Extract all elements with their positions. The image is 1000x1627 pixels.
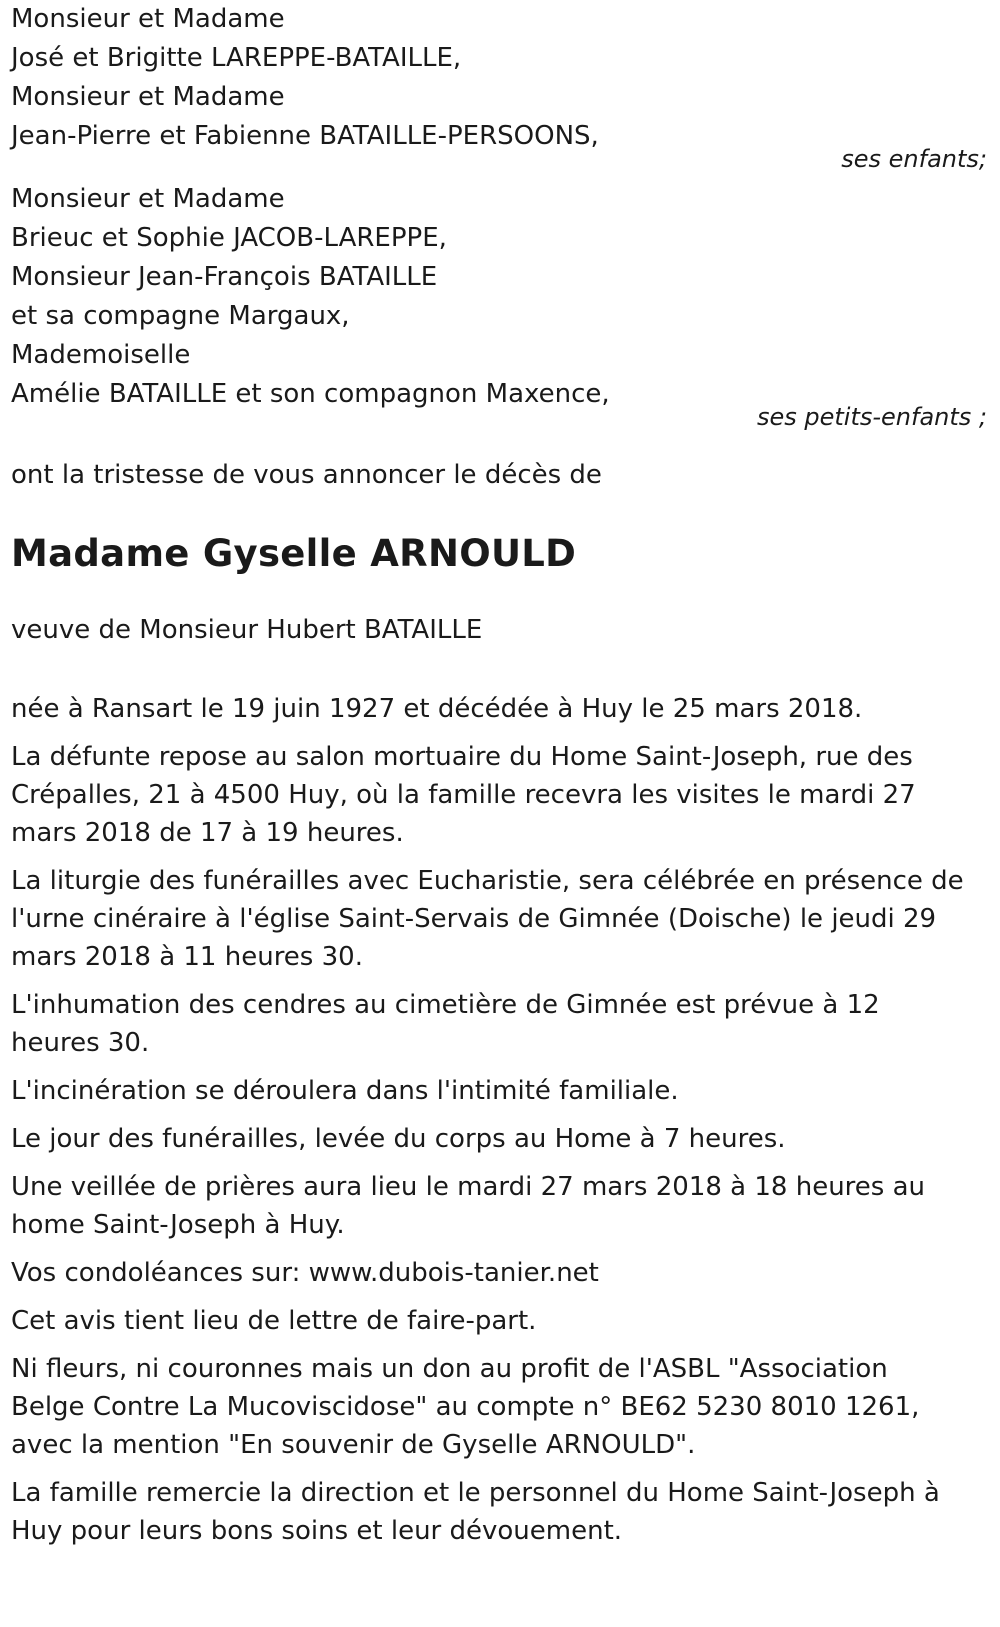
children-group <box>11 0 995 174</box>
grandchildren-line: et sa compagne Margaux, <box>11 301 350 331</box>
grandchildren-line: Brieuc et Sophie JACOB-LAREPPE, <box>11 223 447 253</box>
paragraph-cremation: L'incinération se déroulera dans l'intimité familiale. <box>11 1076 679 1106</box>
paragraph-birth-death: née à Ransart le 19 juin 1927 et décédée à Huy le 25 mars 2018. <box>11 694 863 724</box>
paragraph-departure: Le jour des funérailles, levée du corps au Home à 7 heures. <box>11 1124 786 1154</box>
paragraph-thanks: La famille remercie la direction et le personnel du Home Saint-Joseph à Huy pour leurs bons soins et leur dévouement. <box>11 1478 940 1546</box>
spouse-line: veuve de Monsieur Hubert BATAILLE <box>11 615 483 645</box>
paragraph-visitation: La défunte repose au salon mortuaire du Home Saint-Joseph, rue des Crépalles, 21 à 4500 Huy, où la famille recevra les visites le mardi 27 mars 2018 de 17 à 19 heures. <box>11 742 916 848</box>
grandchildren-line: Amélie BATAILLE et son compagnon Maxence, <box>11 379 610 409</box>
paragraph-liturgy: La liturgie des funérailles avec Eucharistie, sera célébrée en présence de l'urne cinéraire à l'église Saint-Servais de Gimnée (Doische) le jeudi 29 mars 2018 à 11 heures 30. <box>11 866 964 972</box>
paragraph-burial: L'inhumation des cendres au cimetière de Gimnée est prévue à 12 heures 30. <box>11 990 880 1058</box>
paragraph-condolences: Vos condoléances sur: www.dubois-tanier.net <box>11 1258 599 1288</box>
children-line: Monsieur et Madame <box>11 4 285 34</box>
obituary-notice <box>11 0 995 1560</box>
children-relation-label: ses enfants; <box>841 145 987 173</box>
grandchildren-group <box>11 180 995 432</box>
grandchildren-line: Monsieur Jean-François BATAILLE <box>11 262 438 292</box>
announcement-text: ont la tristesse de vous annoncer le décès de <box>11 460 602 490</box>
grandchildren-line: Monsieur et Madame <box>11 184 285 214</box>
children-line: José et Brigitte LAREPPE-BATAILLE, <box>11 43 462 73</box>
deceased-name: Madame Gyselle ARNOULD <box>11 532 577 575</box>
paragraph-donation: Ni fleurs, ni couronnes mais un don au profit de l'ASBL "Association Belge Contre La Mucoviscidose" au compte n° BE62 5230 8010 1261, avec la mention "En souvenir de Gyselle ARNOULD". <box>11 1354 920 1460</box>
grandchildren-relation-label: ses petits-enfants ; <box>756 403 987 431</box>
grandchildren-line: Mademoiselle <box>11 340 191 370</box>
paragraph-vigil: Une veillée de prières aura lieu le mardi 27 mars 2018 à 18 heures au home Saint-Joseph à Huy. <box>11 1172 926 1240</box>
children-line: Monsieur et Madame <box>11 82 285 112</box>
children-line: Jean-Pierre et Fabienne BATAILLE-PERSOONS, <box>11 121 599 151</box>
paragraph-faire-part: Cet avis tient lieu de lettre de faire-part. <box>11 1306 537 1336</box>
